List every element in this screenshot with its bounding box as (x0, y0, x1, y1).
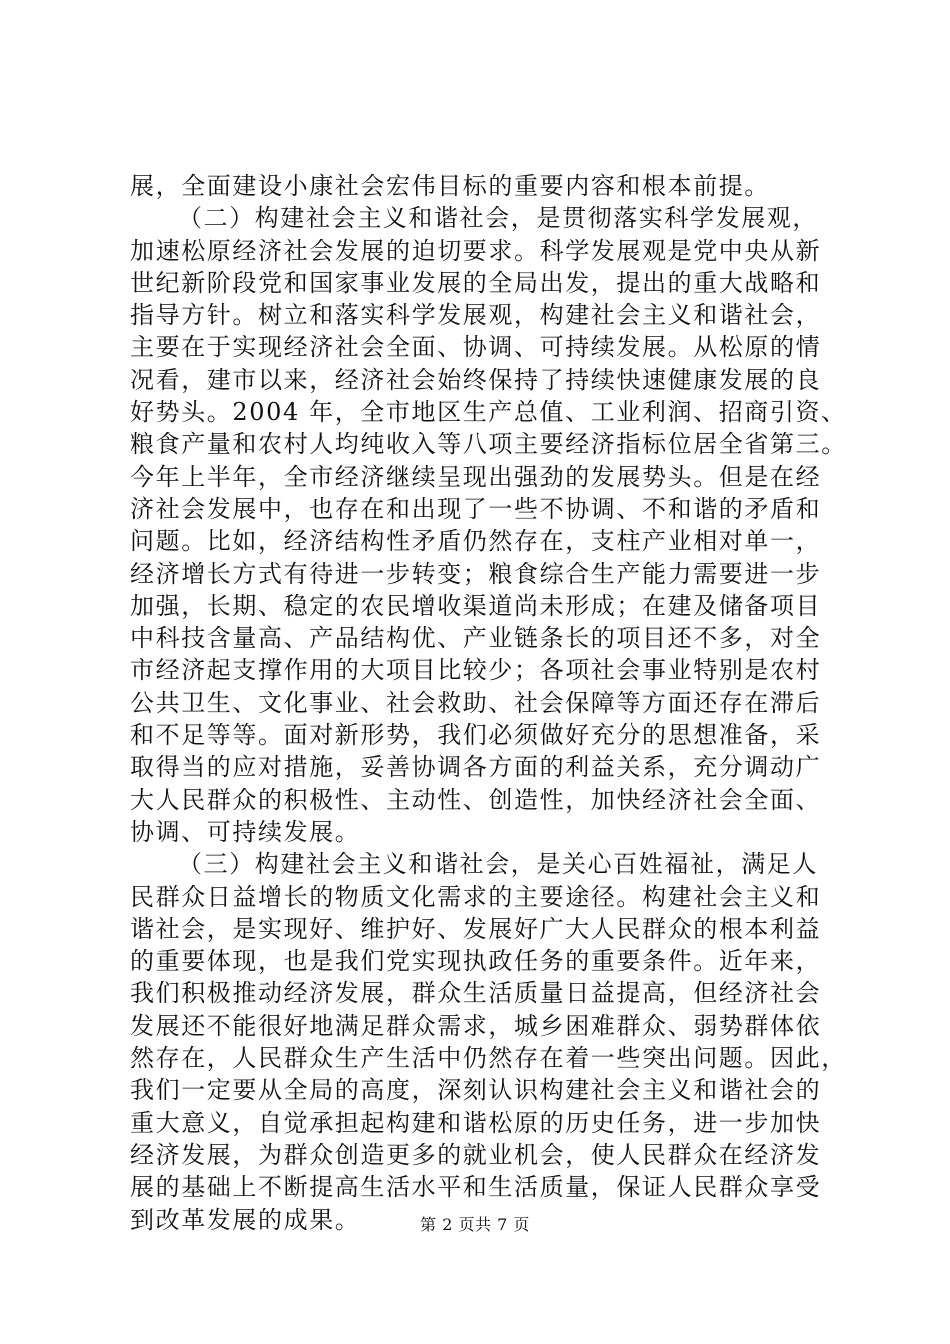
text-line: 问题。比如，经济结构性矛盾仍然存在，支柱产业相对单一， (130, 527, 822, 556)
text-line: 取得当的应对措施，妥善协调各方面的利益关系，充分调动广 (130, 753, 822, 782)
text-line: 粮食产量和农村人均纯收入等八项主要经济指标位居全省第三。 (130, 430, 847, 459)
text-line: （三）构建社会主义和谐社会，是关心百姓福祉，满足人 (178, 850, 818, 879)
text-line: 好势头。2004 年，全市地区生产总值、工业利润、招商引资、 (130, 398, 847, 427)
text-line: 我们一定要从全局的高度，深刻认识构建社会主义和谐社会的 (130, 1076, 822, 1105)
text-line: 协调、可持续发展。 (130, 817, 361, 846)
page-footer (0, 1214, 950, 1236)
text-line: 展的基础上不断提高生活水平和生活质量，保证人民群众享受 (130, 1173, 822, 1202)
text-line: 谐社会，是实现好、维护好、发展好广大人民群众的根本利益 (130, 914, 822, 943)
text-line: 民群众日益增长的物质文化需求的主要途径。构建社会主义和 (130, 882, 822, 911)
text-line: 指导方针。树立和落实科学发展观，构建社会主义和谐社会， (130, 301, 822, 330)
text-line: 中科技含量高、产品结构优、产业链条长的项目还不多，对全 (130, 624, 822, 653)
text-line: 况看，建市以来，经济社会始终保持了持续快速健康发展的良 (130, 365, 822, 394)
text-line: 到改革发展的成果。 (130, 1205, 361, 1234)
text-line: 今年上半年，全市经济继续呈现出强劲的发展势头。但是在经 (130, 462, 822, 491)
text-line: 主要在于实现经济社会全面、协调、可持续发展。从松原的情 (130, 333, 822, 362)
text-line: 加强，长期、稳定的农民增收渠道尚未形成；在建及储备项目 (130, 591, 822, 620)
page-total: 共 7 页 (475, 1215, 530, 1234)
text-line: 公共卫生、文化事业、社会救助、社会保障等方面还存在滞后 (130, 688, 822, 717)
text-line: 济社会发展中，也存在和出现了一些不协调、不和谐的矛盾和 (130, 494, 822, 523)
text-line: 和不足等等。面对新形势，我们必须做好充分的思想准备，采 (130, 721, 822, 750)
text-line: 我们积极推动经济发展，群众生活质量日益提高，但经济社会 (130, 979, 822, 1008)
text-line: 大人民群众的积极性、主动性、创造性，加快经济社会全面、 (130, 785, 822, 814)
document-body (130, 170, 847, 1236)
text-line: 加速松原经济社会发展的迫切要求。科学发展观是党中央从新 (130, 236, 822, 265)
text-line: 世纪新阶段党和国家事业发展的全局出发，提出的重大战略和 (130, 268, 822, 297)
page-number: 第 2 页 (420, 1215, 475, 1234)
text-line: （二）构建社会主义和谐社会，是贯彻落实科学发展观， (178, 204, 818, 233)
text-line: 市经济起支撑作用的大项目比较少；各项社会事业特别是农村 (130, 656, 822, 685)
text-line: 然存在，人民群众生产生活中仍然存在着一些突出问题。因此， (130, 1044, 847, 1073)
text-line: 的重要体现，也是我们党实现执政任务的重要条件。近年来， (130, 947, 822, 976)
text-line: 经济增长方式有待进一步转变；粮食综合生产能力需要进一步 (130, 559, 822, 588)
text-line: 经济发展，为群众创造更多的就业机会，使人民群众在经济发 (130, 1140, 822, 1169)
text-line: 重大意义，自觉承担起构建和谐松原的历史任务，进一步加快 (130, 1108, 822, 1137)
text-line: 发展还不能很好地满足群众需求，城乡困难群众、弱势群体依 (130, 1011, 822, 1040)
text-line: 展，全面建设小康社会宏伟目标的重要内容和根本前提。 (130, 172, 770, 200)
